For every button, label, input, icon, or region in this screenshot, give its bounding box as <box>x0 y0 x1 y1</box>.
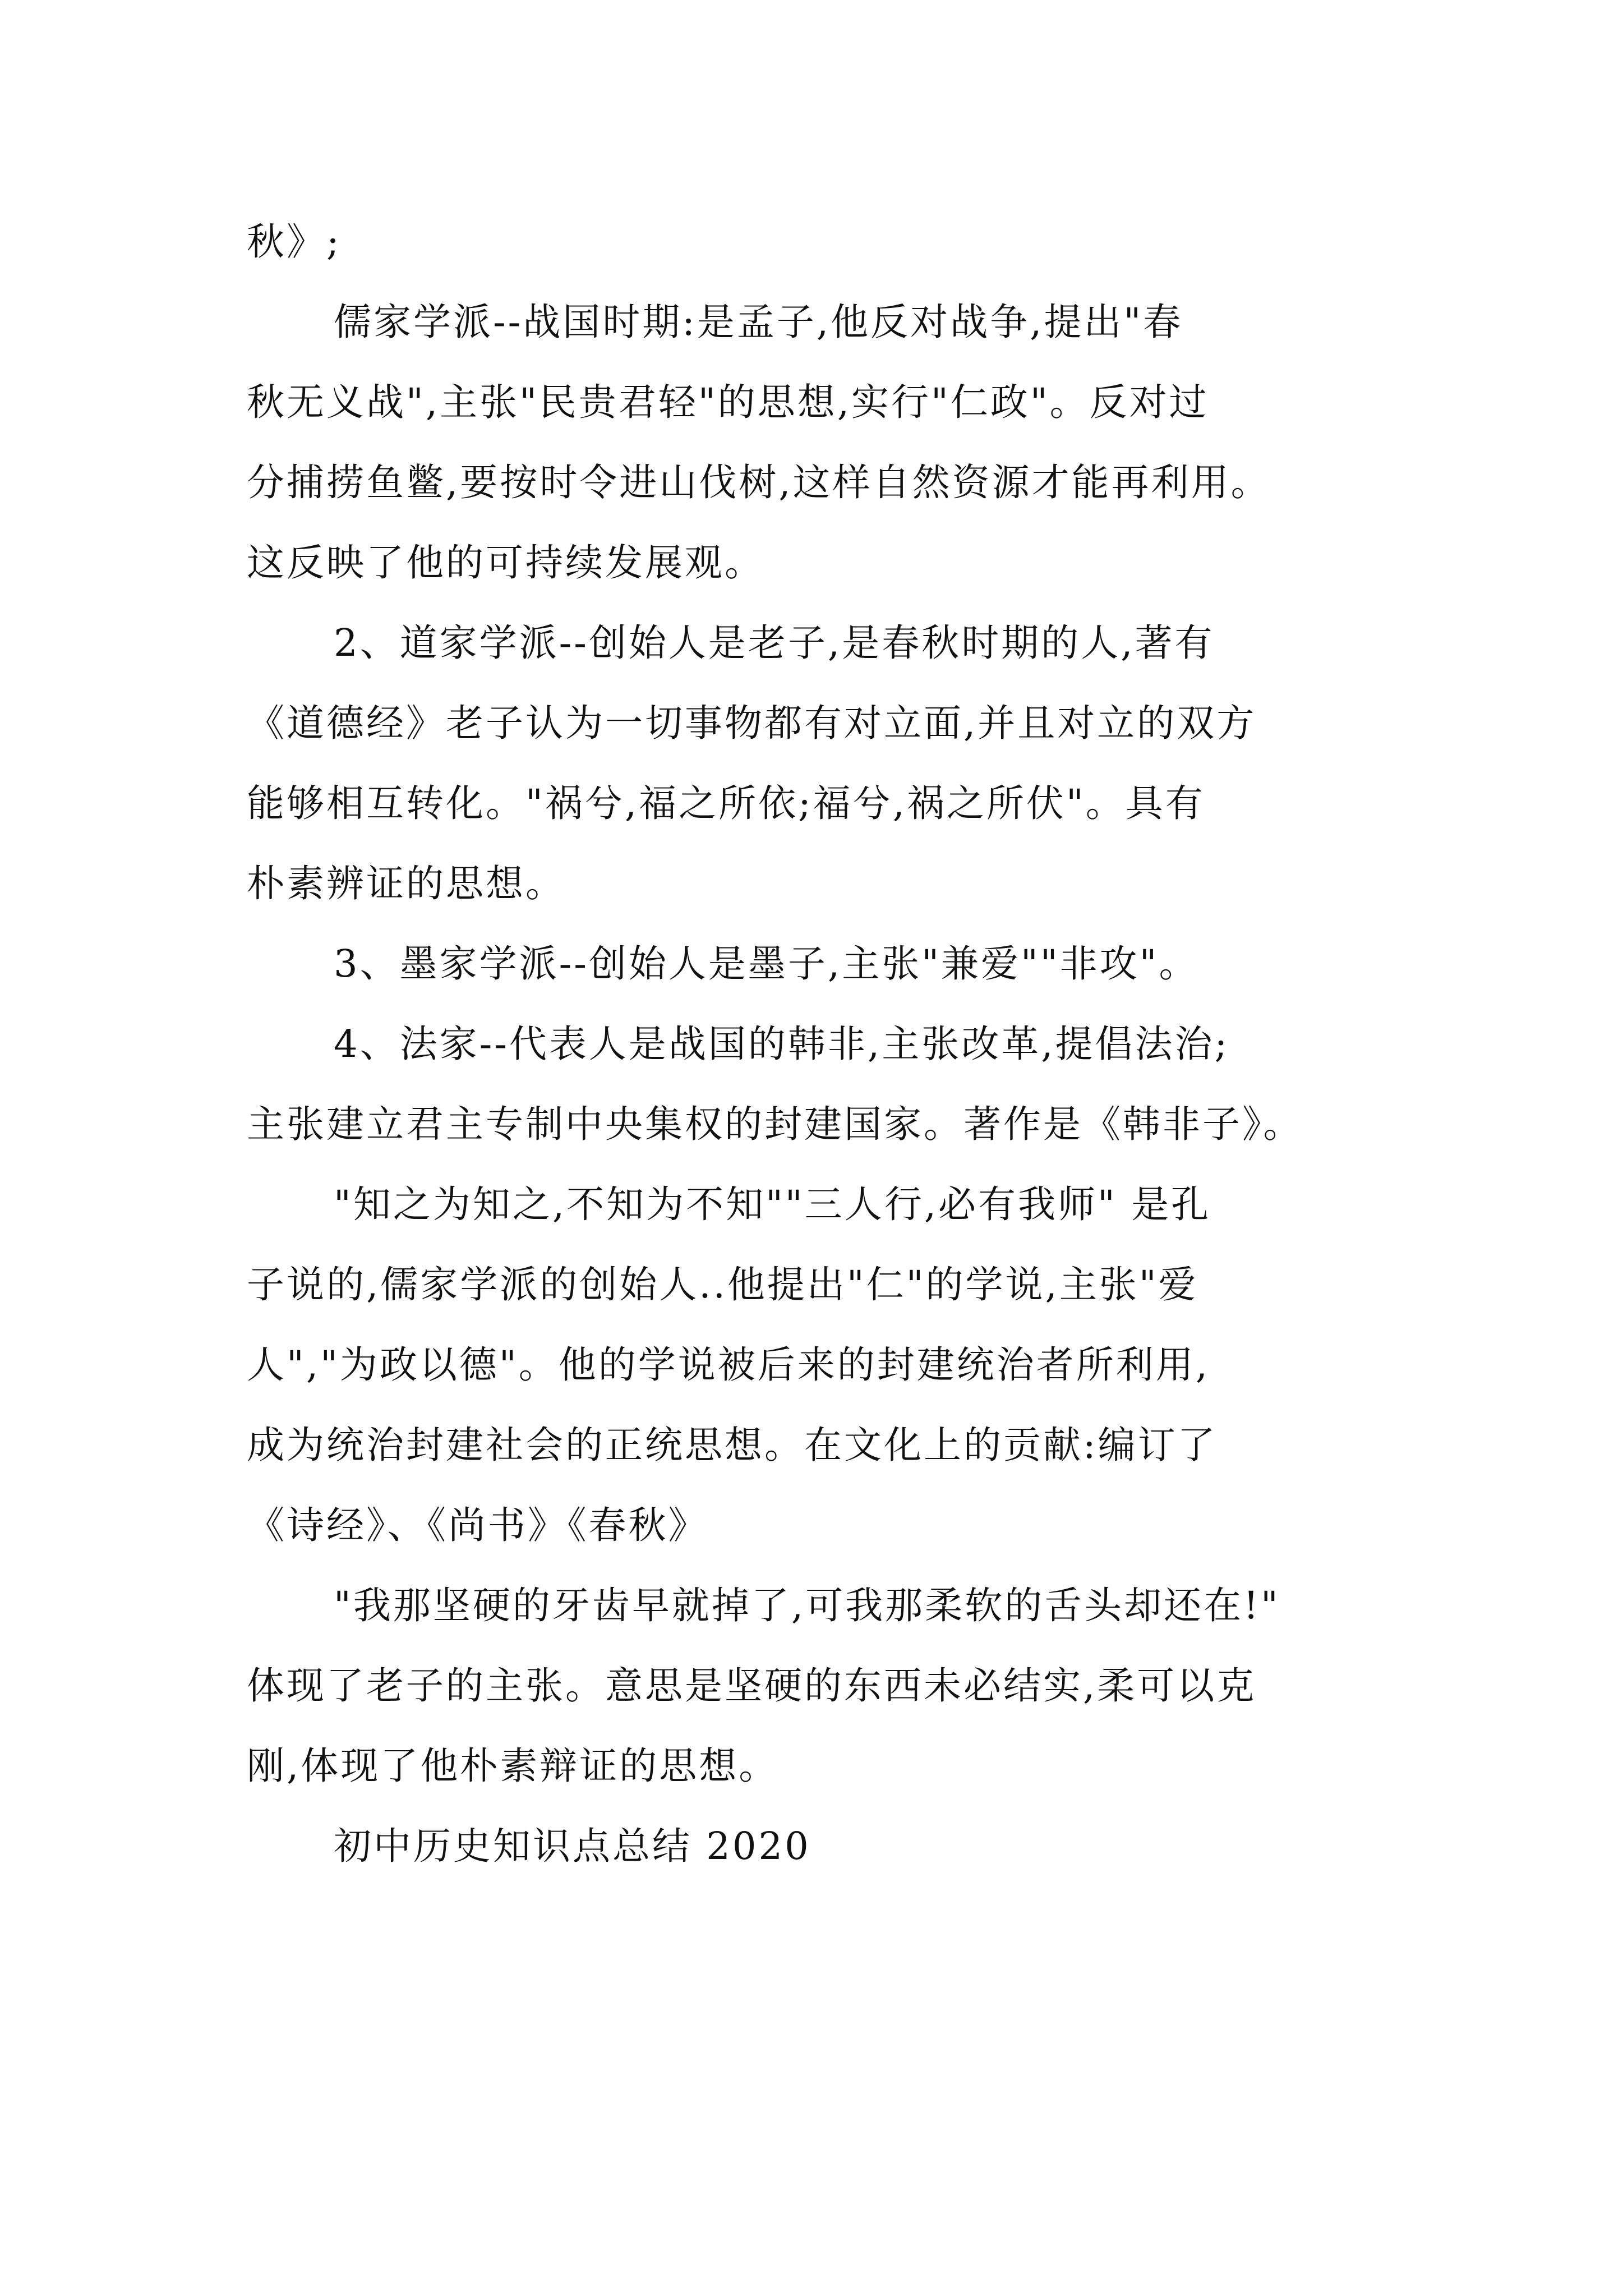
text-line: 朴素辨证的思想。 <box>247 862 565 905</box>
text-line: 分捕捞鱼鳖,要按时令进山伐树,这样自然资源才能再利用。 <box>247 461 1271 504</box>
text-line: 这反映了他的可持续发展观。 <box>247 541 764 585</box>
paragraph-start-line: 2、道家学派--创始人是老子,是春秋时期的人,著有 <box>334 621 1215 665</box>
text-line: 秋》; <box>247 220 342 264</box>
text-line: 人","为政以德"。他的学说被后来的封建统治者所利用, <box>247 1343 1210 1387</box>
document-body <box>247 202 1391 1887</box>
text-line: 能够相互转化。"祸兮,福之所依;福兮,祸之所伏"。具有 <box>247 781 1205 825</box>
text-line: 体现了老子的主张。意思是坚硬的东西未必结实,柔可以克 <box>247 1664 1257 1708</box>
document-title-line: 初中历史知识点总结 2020 <box>334 1824 811 1868</box>
text-line: 秋无义战",主张"民贵君轻"的思想,实行"仁政"。反对过 <box>247 380 1209 424</box>
paragraph-start-line: "知之为知之,不知为不知""三人行,必有我师" 是孔 <box>334 1182 1211 1226</box>
text-line: 子说的,儒家学派的创始人..他提出"仁"的学说,主张"爱 <box>247 1263 1198 1306</box>
paragraph-start-line: "我那坚硬的牙齿早就掉了,可我那柔软的舌头却还在!" <box>334 1584 1280 1627</box>
text-line: 刚,体现了他朴素辩证的思想。 <box>247 1744 779 1788</box>
paragraph-start-line: 4、法家--代表人是战国的韩非,主张改革,提倡法治; <box>334 1022 1230 1066</box>
paragraph-start-line: 3、墨家学派--创始人是墨子,主张"兼爱""非攻"。 <box>334 942 1199 986</box>
text-line: 《道德经》老子认为一切事物都有对立面,并且对立的双方 <box>247 701 1257 745</box>
text-line: 《诗经》、《尚书》《春秋》 <box>247 1503 708 1547</box>
paragraph-start-line: 儒家学派--战国时期:是孟子,他反对战争,提出"春 <box>334 300 1183 344</box>
text-line: 主张建立君主专制中央集权的封建国家。著作是《韩非子》。 <box>247 1102 1303 1146</box>
text-line: 成为统治封建社会的正统思想。在文化上的贡献:编订了 <box>247 1423 1218 1467</box>
